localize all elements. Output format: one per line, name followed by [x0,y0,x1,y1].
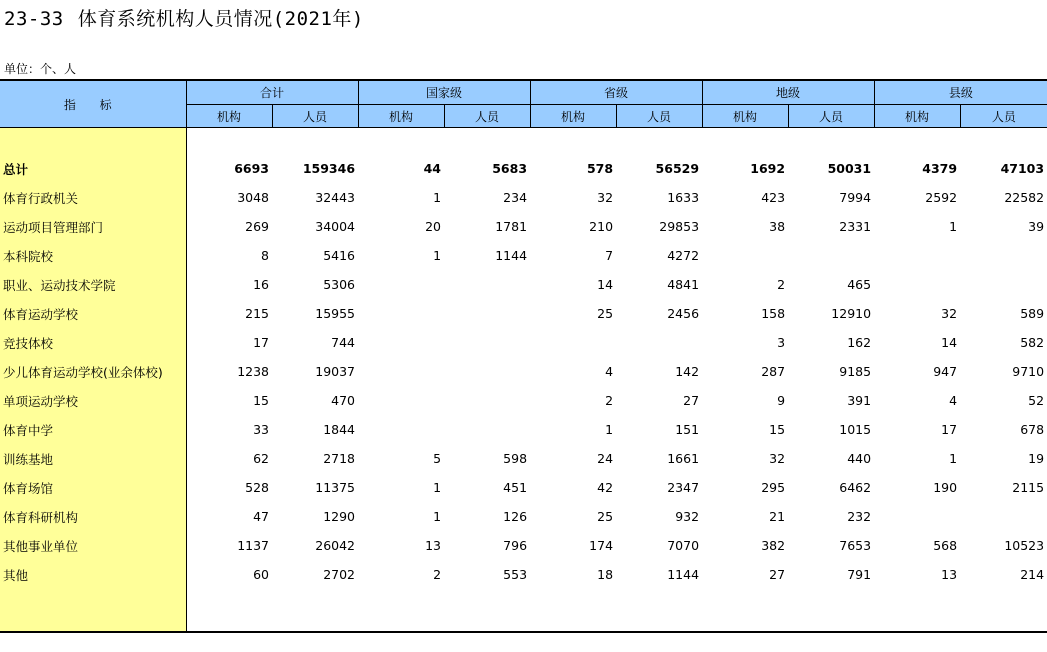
table-cell: 39 [1028,219,1045,234]
table-cell: 47 [253,509,269,524]
table-cell: 1 [949,451,958,466]
sub-header-staff: 人员 [960,105,1047,128]
table-cell [960,270,1047,299]
table-cell: 142 [675,364,700,379]
sub-header-institutions: 机构 [702,105,788,128]
table-cell: 2718 [323,451,356,466]
table-row [0,154,1047,183]
row-label: 体育运动学校 [0,299,186,328]
table-cell [444,589,530,632]
row-label: 职业、运动技术学院 [0,270,186,299]
table-cell: 3 [777,335,786,350]
table-cell: 1692 [750,161,786,176]
table-row [0,183,1047,212]
table-cell: 9 [777,393,786,408]
table-cell: 1137 [237,538,269,553]
table-cell [272,589,358,632]
table-cell [702,589,788,632]
table-cell: 2592 [925,190,958,205]
table-cell: 391 [847,393,872,408]
table-cell: 2 [433,567,442,582]
table-cell: 1633 [667,190,700,205]
table-cell: 13 [425,538,442,553]
group-header-national: 国家级 [358,80,530,105]
row-label: 本科院校 [0,241,186,270]
sub-header-institutions: 机构 [186,105,272,128]
table-cell: 174 [589,538,614,553]
table-cell: 598 [503,451,528,466]
table-cell: 15955 [315,306,356,321]
table-cell: 7 [605,248,614,263]
table-cell [444,415,530,444]
table-row [0,531,1047,560]
table-cell: 19037 [315,364,356,379]
table-cell [874,502,960,531]
table-cell: 7653 [839,538,872,553]
table-cell [616,589,702,632]
table-cell: 60 [253,567,269,582]
table-cell [874,589,960,632]
table-cell [186,589,272,632]
table-cell: 470 [331,393,356,408]
table-cell [530,589,616,632]
table-cell: 4272 [667,248,700,263]
group-header-prefecture: 地级 [702,80,874,105]
table-cell: 2331 [839,219,872,234]
table-cell: 126 [503,509,528,524]
table-cell: 287 [761,364,786,379]
table-cell: 5416 [323,248,356,263]
table-cell: 62 [253,451,269,466]
table-row [0,328,1047,357]
table-cell: 8 [261,248,269,263]
table-cell: 27 [769,567,786,582]
table-cell: 7070 [667,538,700,553]
table-cell: 1844 [323,422,356,437]
table-cell: 42 [597,480,614,495]
table-cell: 5683 [492,161,528,176]
table-row [0,415,1047,444]
table-cell: 214 [1020,567,1045,582]
table-cell [960,589,1047,632]
table-cell [358,357,444,386]
table-cell: 27 [683,393,700,408]
table-row [0,560,1047,589]
table-row [0,357,1047,386]
table-cell: 582 [1020,335,1045,350]
table-cell: 382 [761,538,786,553]
table-cell: 947 [933,364,958,379]
table-cell: 1 [433,190,442,205]
table-cell: 34004 [315,219,356,234]
table-cell: 21 [769,509,786,524]
table-cell: 7994 [839,190,872,205]
table-cell: 553 [503,567,528,582]
table-cell [358,415,444,444]
table-cell: 18 [597,567,614,582]
sub-header-staff: 人员 [444,105,530,128]
table-cell: 159346 [302,161,356,176]
table-cell: 17 [941,422,958,437]
table-cell: 33 [253,422,269,437]
statistics-table [0,79,1047,633]
table-cell [530,328,616,357]
table-cell: 2456 [667,306,700,321]
table-cell: 2 [605,393,614,408]
table-cell: 26042 [315,538,356,553]
table-cell: 589 [1020,306,1045,321]
table-cell: 4841 [667,277,700,292]
table-cell [358,270,444,299]
table-cell: 5 [433,451,442,466]
table-cell [444,386,530,415]
table-cell: 50031 [827,161,872,176]
row-label: 运动项目管理部门 [0,212,186,241]
table-title: 体育系统机构人员情况 [77,8,273,30]
table-cell [788,241,874,270]
table-cell [616,328,702,357]
group-header-provincial: 省级 [530,80,702,105]
table-row [0,502,1047,531]
table-cell: 44 [423,161,442,176]
table-year: (2021年) [272,8,364,30]
table-cell: 2347 [667,480,700,495]
table-cell: 162 [847,335,872,350]
table-cell: 38 [769,219,786,234]
table-cell: 17 [253,335,269,350]
table-cell: 451 [503,480,528,495]
group-header-total: 合计 [186,80,358,105]
row-label: 其他 [0,560,186,589]
table-cell: 1290 [323,509,356,524]
table-cell: 56529 [655,161,700,176]
table-cell: 232 [847,509,872,524]
table-cell: 6693 [234,161,269,176]
table-cell [874,241,960,270]
table-cell: 4 [949,393,958,408]
table-cell: 1015 [839,422,872,437]
table-cell [874,270,960,299]
table-cell: 19 [1028,451,1045,466]
row-label: 总计 [0,154,186,183]
table-cell [444,270,530,299]
page-title [4,4,364,31]
table-cell: 215 [245,306,269,321]
table-cell: 1 [433,509,442,524]
table-cell: 269 [245,219,269,234]
table-cell [358,328,444,357]
table-row [0,241,1047,270]
table-cell [960,241,1047,270]
table-cell: 678 [1020,422,1045,437]
sub-header-staff: 人员 [616,105,702,128]
unit-note: 单位：个、人 [4,62,77,76]
table-cell: 1238 [237,364,269,379]
table-cell: 9185 [839,364,872,379]
row-label: 单项运动学校 [0,386,186,415]
table-cell: 5306 [323,277,356,292]
table-cell [358,299,444,328]
table-cell: 1 [433,480,442,495]
table-row [0,299,1047,328]
table-cell: 47103 [1000,161,1045,176]
table-row [0,270,1047,299]
sub-header-staff: 人员 [272,105,358,128]
table-cell: 4379 [922,161,958,176]
table-cell: 6462 [839,480,872,495]
table-cell: 13 [941,567,958,582]
sub-header-institutions: 机构 [874,105,960,128]
table-cell [960,502,1047,531]
table-cell: 158 [761,306,786,321]
table-cell: 15 [769,422,786,437]
table-cell: 9710 [1012,364,1045,379]
table-row [0,473,1047,502]
table-cell: 32443 [315,190,356,205]
table-cell: 210 [589,219,614,234]
row-label [0,589,186,632]
table-cell: 234 [503,190,528,205]
table-cell: 12910 [831,306,872,321]
sub-header-institutions: 机构 [530,105,616,128]
group-header-county: 县级 [874,80,1047,105]
table-cell: 25 [597,509,614,524]
table-cell: 568 [933,538,958,553]
table-cell: 15 [253,393,269,408]
table-cell: 1 [433,248,442,263]
table-cell [444,299,530,328]
row-label: 其他事业单位 [0,531,186,560]
table-cell: 1661 [667,451,700,466]
table-cell: 1 [605,422,614,437]
row-label: 体育科研机构 [0,502,186,531]
table-cell [702,241,788,270]
table-cell: 151 [675,422,700,437]
table-cell: 14 [941,335,958,350]
table-cell: 1 [949,219,958,234]
table-cell: 423 [761,190,786,205]
table-number: 23-33 [4,8,64,30]
table-cell: 32 [769,451,786,466]
table-cell [358,386,444,415]
table-cell: 744 [331,335,356,350]
table-cell: 32 [597,190,614,205]
table-cell: 4 [605,364,614,379]
table-end-row [0,589,1047,632]
table-cell: 3048 [237,190,269,205]
table-cell: 2 [777,277,786,292]
table-cell: 440 [847,451,872,466]
table-header [0,80,1047,128]
table-cell: 32 [941,306,958,321]
table-cell: 932 [675,509,700,524]
sub-header-institutions: 机构 [358,105,444,128]
table-cell: 1144 [667,567,700,582]
table-cell: 528 [245,480,269,495]
table-cell: 791 [847,567,872,582]
table-cell: 16 [253,277,269,292]
spacer-row [0,128,1047,155]
table-row [0,212,1047,241]
table-body [0,128,1047,633]
table-cell: 796 [503,538,528,553]
table-cell [444,357,530,386]
table-cell: 2115 [1012,480,1045,495]
table-cell: 1144 [495,248,528,263]
table-cell: 25 [597,306,614,321]
indicator-header: 指 标 [0,80,186,128]
table-cell: 20 [425,219,442,234]
table-row [0,386,1047,415]
row-label: 体育中学 [0,415,186,444]
row-label: 体育行政机关 [0,183,186,212]
table-row [0,444,1047,473]
row-label: 竞技体校 [0,328,186,357]
table-cell [358,589,444,632]
table-cell: 190 [933,480,958,495]
row-label: 体育场馆 [0,473,186,502]
table-cell [444,328,530,357]
table-cell: 22582 [1004,190,1045,205]
table-cell: 10523 [1004,538,1045,553]
table-cell: 11375 [315,480,356,495]
sub-header-staff: 人员 [788,105,874,128]
row-label: 训练基地 [0,444,186,473]
table-cell: 2702 [323,567,356,582]
row-label: 少儿体育运动学校(业余体校) [0,357,186,386]
row-label [0,128,186,155]
table-cell: 29853 [659,219,700,234]
table-cell: 52 [1028,393,1045,408]
table-cell: 24 [597,451,614,466]
table-cell: 295 [761,480,786,495]
table-cell: 578 [586,161,614,176]
table-cell: 465 [847,277,872,292]
table-cell: 1781 [495,219,528,234]
table-cell [788,589,874,632]
table-cell: 14 [597,277,614,292]
